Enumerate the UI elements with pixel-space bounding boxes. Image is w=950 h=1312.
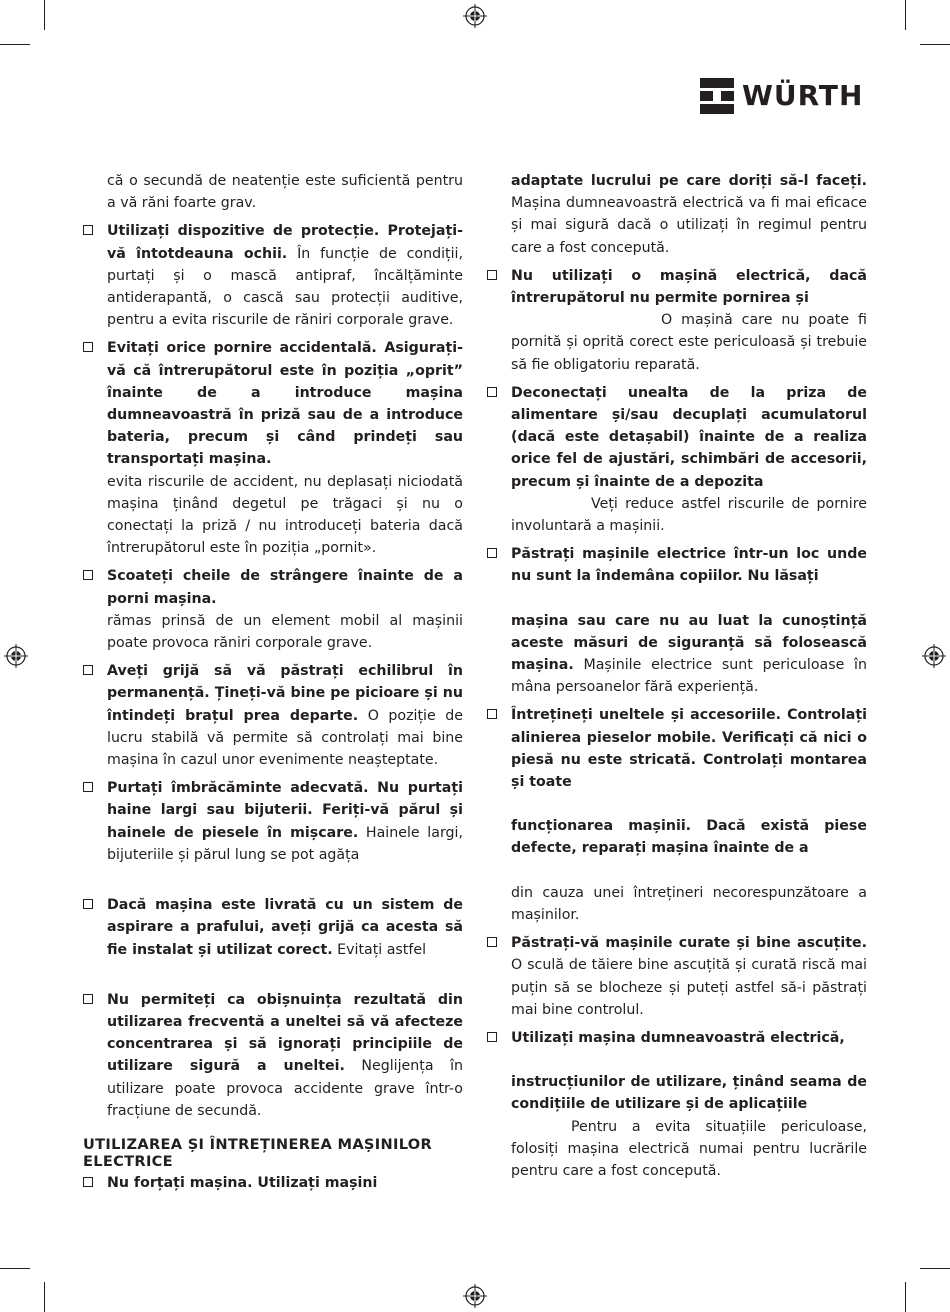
crop-mark xyxy=(905,0,906,30)
brand-logo xyxy=(700,78,863,114)
safety-item-usage: Utilizați mașina dumneavoastră electrică, instrucțiunilor de utilizare, ținând seama de condițiile de utilizare și de aplicațiile Pentru a evita situațiile periculoase, folosiți mașina electrică numai pentru lucrările pentru care a fost concepută. xyxy=(487,1027,867,1182)
checkbox-icon xyxy=(487,709,497,719)
checkbox-icon xyxy=(83,994,93,1004)
section-heading: UTILIZAREA ȘI ÎNTREȚINEREA MAȘINILOR ELECTRICE xyxy=(83,1135,433,1170)
wurth-logo-icon xyxy=(700,78,734,114)
registration-mark-icon xyxy=(922,644,946,668)
checkbox-icon xyxy=(83,1177,93,1187)
safety-item-maintenance: Întrețineți uneltele și accesoriile. Controlați alinierea pieselor mobile. Verificați că nici o piesă nu este stricată. Controlați montarea și toate funcționarea mașinii. Dacă există piese defecte, reparați mașina înainte de a din cauza unei întrețineri necorespunzătoare a mașinilor. xyxy=(487,704,867,926)
brand-name: WÜRTH xyxy=(742,79,864,112)
checkbox-icon xyxy=(83,899,93,909)
checkbox-icon xyxy=(83,342,93,352)
safety-item-force: Nu forțați mașina. Utilizați mașini xyxy=(83,1172,463,1194)
left-column xyxy=(83,170,463,1200)
registration-mark-icon xyxy=(463,4,487,28)
safety-item-keys: Scoateți cheile de strângere înainte de a porni mașina. rămas prinsă de un element mobil al mașinii poate provoca răniri corporale grave. xyxy=(83,565,463,654)
safety-item-protection: Utilizați dispozitive de protecție. Protejați-vă întotdeauna ochii. În funcție de condiții, purtați și o mască antipraf, încălțăminte antiderapantă, o cască sau protecții auditive, pentru a evita riscurile de răniri corporale grave. xyxy=(83,220,463,331)
checkbox-icon xyxy=(83,665,93,675)
checkbox-icon xyxy=(487,548,497,558)
checkbox-icon xyxy=(83,225,93,235)
crop-mark xyxy=(44,0,45,30)
checkbox-icon xyxy=(487,937,497,947)
checkbox-icon xyxy=(487,270,497,280)
intro-paragraph: că o secundă de neatenție este suficientă pentru a vă răni foarte grav. xyxy=(107,173,463,212)
checkbox-icon xyxy=(83,570,93,580)
crop-mark xyxy=(44,1282,45,1312)
crop-mark xyxy=(0,1268,30,1269)
crop-mark xyxy=(920,1268,950,1269)
safety-item-dust: Dacă mașina este livrată cu un sistem de aspirare a prafului, aveți grijă ca acesta să fie instalat și utilizat corect. Evitați astfel xyxy=(83,894,463,983)
safety-item-accidental-start: Evitați orice pornire accidentală. Asigurați-vă că întrerupătorul este în poziția „oprit” înainte de a introduce mașina dumneavoastră în priză sau de a introduce bateria, precum și când prindeți sau transportați mașina. evita riscurile de accident, nu deplasați niciodată mașina ținând degetul pe trăgaci și nu o conectați la priză / nu introduceți bateria dacă întrerupătorul este în poziția „pornit». xyxy=(83,337,463,559)
right-column xyxy=(487,170,867,1188)
safety-item-clothing: Purtați îmbrăcăminte adecvată. Nu purtați haine largi sau bijuterii. Feriți-vă părul și hainele de piesele în mișcare. Hainele largi, bijuteriile și părul lung se pot agăța xyxy=(83,777,463,888)
safety-item-sharp: Păstrați-vă mașinile curate și bine ascuțite. O sculă de tăiere bine ascuțită și curată riscă mai puțin să se blocheze și puteți astfel să-i păstrați mai bine controlul. xyxy=(487,932,867,1021)
safety-item-disconnect: Deconectați unealta de la priza de alimentare și/sau decuplați acumulatorul (dacă este detașabil) înainte de a realiza orice fel de ajustări, schimbări de accesorii, precum și înainte de a depozita Veți reduce astfel riscurile de pornire involuntară a mașinii. xyxy=(487,382,867,537)
crop-mark xyxy=(0,44,30,45)
crop-mark xyxy=(920,44,950,45)
registration-mark-icon xyxy=(4,644,28,668)
safety-item-balance: Aveți grijă să vă păstrați echilibrul în permanență. Țineți-vă bine pe picioare și nu întindeți brațul prea departe. O poziție de lucru stabilă vă permite să controlați mai bine mașina în cazul unor evenimente neașteptate. xyxy=(83,660,463,771)
safety-item-habit: Nu permiteți ca obișnuința rezultată din utilizarea frecventă a uneltei să vă afecteze concentrarea și să ignorați principiile de utilizare sigură a uneltei. Neglijența în utilizare poate provoca accidente grave într-o fracțiune de secundă. xyxy=(83,989,463,1122)
registration-mark-icon xyxy=(463,1284,487,1308)
safety-item-children: Păstrați mașinile electrice într-un loc unde nu sunt la îndemâna copiilor. Nu lăsați mașina sau care nu au luat la cunoștință aceste măsuri de siguranță să folosească mașina. Mașinile electrice sunt periculoase în mâna persoanelor fără experiență. xyxy=(487,543,867,698)
crop-mark xyxy=(905,1282,906,1312)
continued-paragraph: adaptate lucrului pe care doriți să-l faceți. Mașina dumneavoastră electrică va fi mai eficace și mai sigură dacă o utilizați în regimul pentru care a fost concepută. xyxy=(511,173,867,256)
checkbox-icon xyxy=(487,1032,497,1042)
checkbox-icon xyxy=(83,782,93,792)
safety-item-switch: Nu utilizați o mașină electrică, dacă întrerupătorul nu permite pornirea și O mașină care nu poate fi pornită și oprită corect este periculoasă și trebuie să fie obligatoriu reparată. xyxy=(487,265,867,376)
checkbox-icon xyxy=(487,387,497,397)
